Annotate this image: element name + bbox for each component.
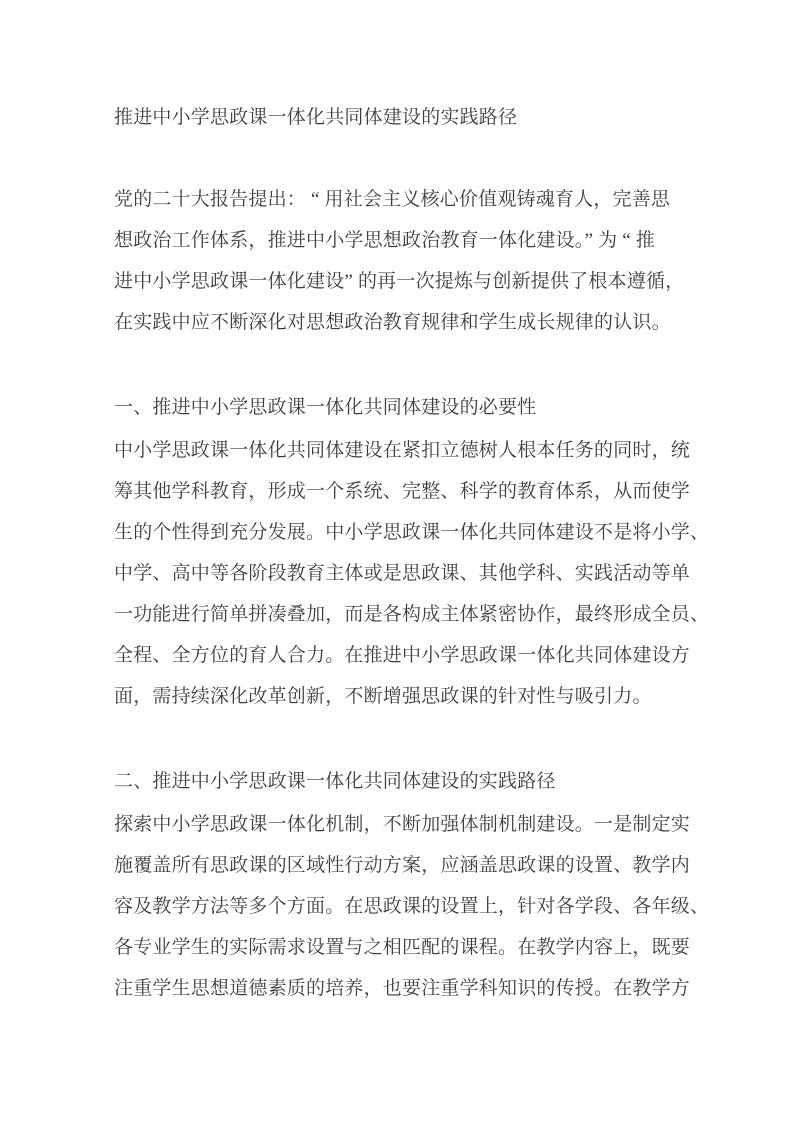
text-line: 在实践中应不断深化对思想政治教育规律和学生成长规律的认识。 xyxy=(114,312,671,333)
text-line: 党的二十大报告提出： “ 用社会主义核心价值观铸魂育人，完善思 xyxy=(114,189,671,210)
text-line: 注重学生思想道德素质的培养，也要注重学科知识的传授。在教学方 xyxy=(114,978,691,999)
document-title: 推进中小学思政课一体化共同体建设的实践路径 xyxy=(114,107,518,128)
text-line: 一功能进行简单拼凑叠加，而是各构成主体紧密协作，最终形成全员、 xyxy=(114,604,710,625)
text-line: 施覆盖所有思政课的区域性行动方案，应涵盖思政课的设置、教学内 xyxy=(114,855,691,876)
text-line: 中学、高中等各阶段教育主体或是思政课、其他学科、实践活动等单 xyxy=(114,563,691,584)
text-line: 筹其他学科教育，形成一个系统、完整、科学的教育体系，从而使学 xyxy=(114,481,691,502)
section-1-heading: 一、推进中小学思政课一体化共同体建设的必要性 xyxy=(114,397,537,418)
text-line: 各专业学生的实际需求设置与之相匹配的课程。在教学内容上，既要 xyxy=(114,937,691,958)
intro-paragraph xyxy=(114,179,694,343)
text-line: 想政治工作体系，推进中小学思想政治教育一体化建设。” 为 “ 推 xyxy=(114,230,656,251)
text-line: 容及教学方法等多个方面。在思政课的设置上，针对各学段、各年级、 xyxy=(114,896,710,917)
text-line: 中小学思政课一体化共同体建设在紧扣立德树人根本任务的同时，统 xyxy=(114,440,691,461)
text-line: 进中小学思政课一体化建设” 的再一次提炼与创新提供了根本遵循， xyxy=(114,271,685,292)
text-line: 全程、全方位的育人合力。在推进中小学思政课一体化共同体建设方 xyxy=(114,645,691,666)
text-line: 生的个性得到充分发展。中小学思政课一体化共同体建设不是将小学、 xyxy=(114,522,710,543)
section-1-paragraph xyxy=(114,430,710,717)
document-content xyxy=(114,97,710,1009)
section-2-heading: 二、推进中小学思政课一体化共同体建设的实践路径 xyxy=(114,771,556,792)
text-line: 面，需持续深化改革创新，不断增强思政课的针对性与吸引力。 xyxy=(114,686,652,707)
section-2-paragraph xyxy=(114,804,710,1009)
text-line: 探索中小学思政课一体化机制，不断加强体制机制建设。一是制定实 xyxy=(114,814,691,835)
